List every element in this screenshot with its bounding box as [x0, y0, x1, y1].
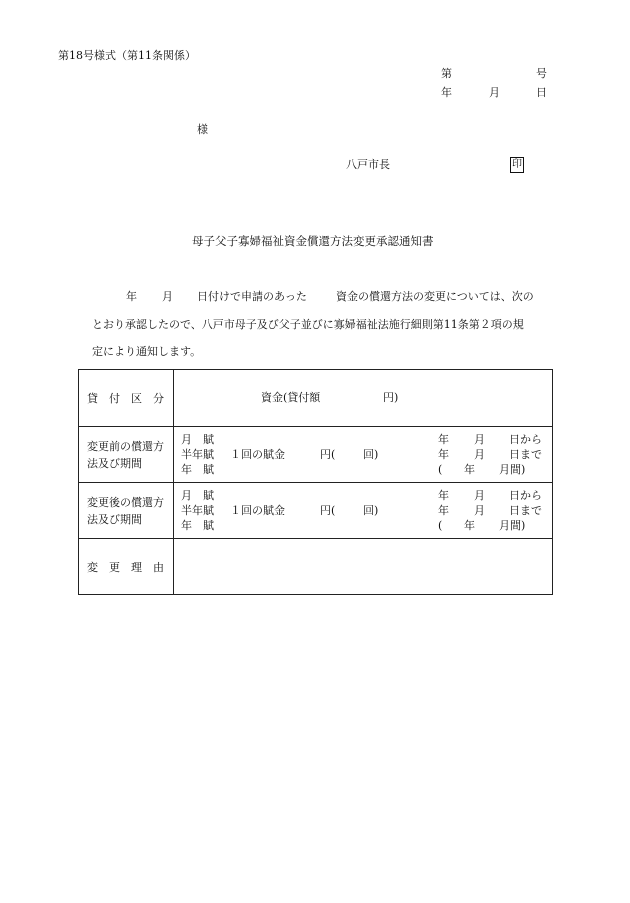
body-line-2: とおり承認したので、八戸市母子及び父子並びに寡婦福祉法施行細則第11条第２項の規	[92, 318, 524, 331]
change-approval-table	[78, 369, 553, 595]
form-code: 第18号様式（第11条関係）	[58, 49, 196, 62]
doc-number-prefix: 第	[441, 67, 452, 80]
body-phrase-2: 資金の償還方法の変更については、次の	[336, 290, 534, 303]
label-before-change: 変更前の償還方 法及び期間	[79, 427, 174, 483]
label-reason: 変 更 理 由	[79, 539, 174, 595]
loan-amount-suffix: 円)	[383, 391, 399, 404]
date-day: 日	[536, 86, 547, 99]
table-row-reason	[79, 539, 553, 595]
value-loan-category	[174, 370, 553, 427]
value-after-change: 月 賦 半年賦 年 賦 １回の賦金 円( 回) 年 月 日から 年 月 日まで ( 年 月間)	[174, 483, 553, 539]
label-after-change: 変更後の償還方 法及び期間	[79, 483, 174, 539]
value-before-change: 月 賦 半年賦 年 賦 １回の賦金 円( 回) 年 月 日から 年 月 日まで ( 年 月間)	[174, 427, 553, 483]
sender-name: 八戸市長	[346, 158, 390, 171]
date-year: 年	[441, 86, 452, 99]
body-year: 年	[126, 290, 137, 303]
table-row-loan-category	[79, 370, 553, 427]
seal-stamp: 印	[510, 157, 524, 173]
addressee-suffix: 様	[197, 123, 208, 136]
value-reason	[174, 539, 553, 595]
body-phrase-1: 日付けで申請のあった	[197, 290, 307, 303]
date-month: 月	[489, 86, 500, 99]
body-month: 月	[162, 290, 173, 303]
loan-amount-prefix: 資金(貸付額	[261, 391, 321, 404]
document-title: 母子父子寡婦福祉資金償還方法変更承認通知書	[192, 234, 434, 248]
label-loan-category: 貸 付 区 分	[79, 370, 174, 427]
doc-number-suffix: 号	[536, 67, 547, 80]
body-line-3: 定により通知します。	[92, 345, 202, 358]
table-row-after-change	[79, 483, 553, 539]
table-row-before-change	[79, 427, 553, 483]
